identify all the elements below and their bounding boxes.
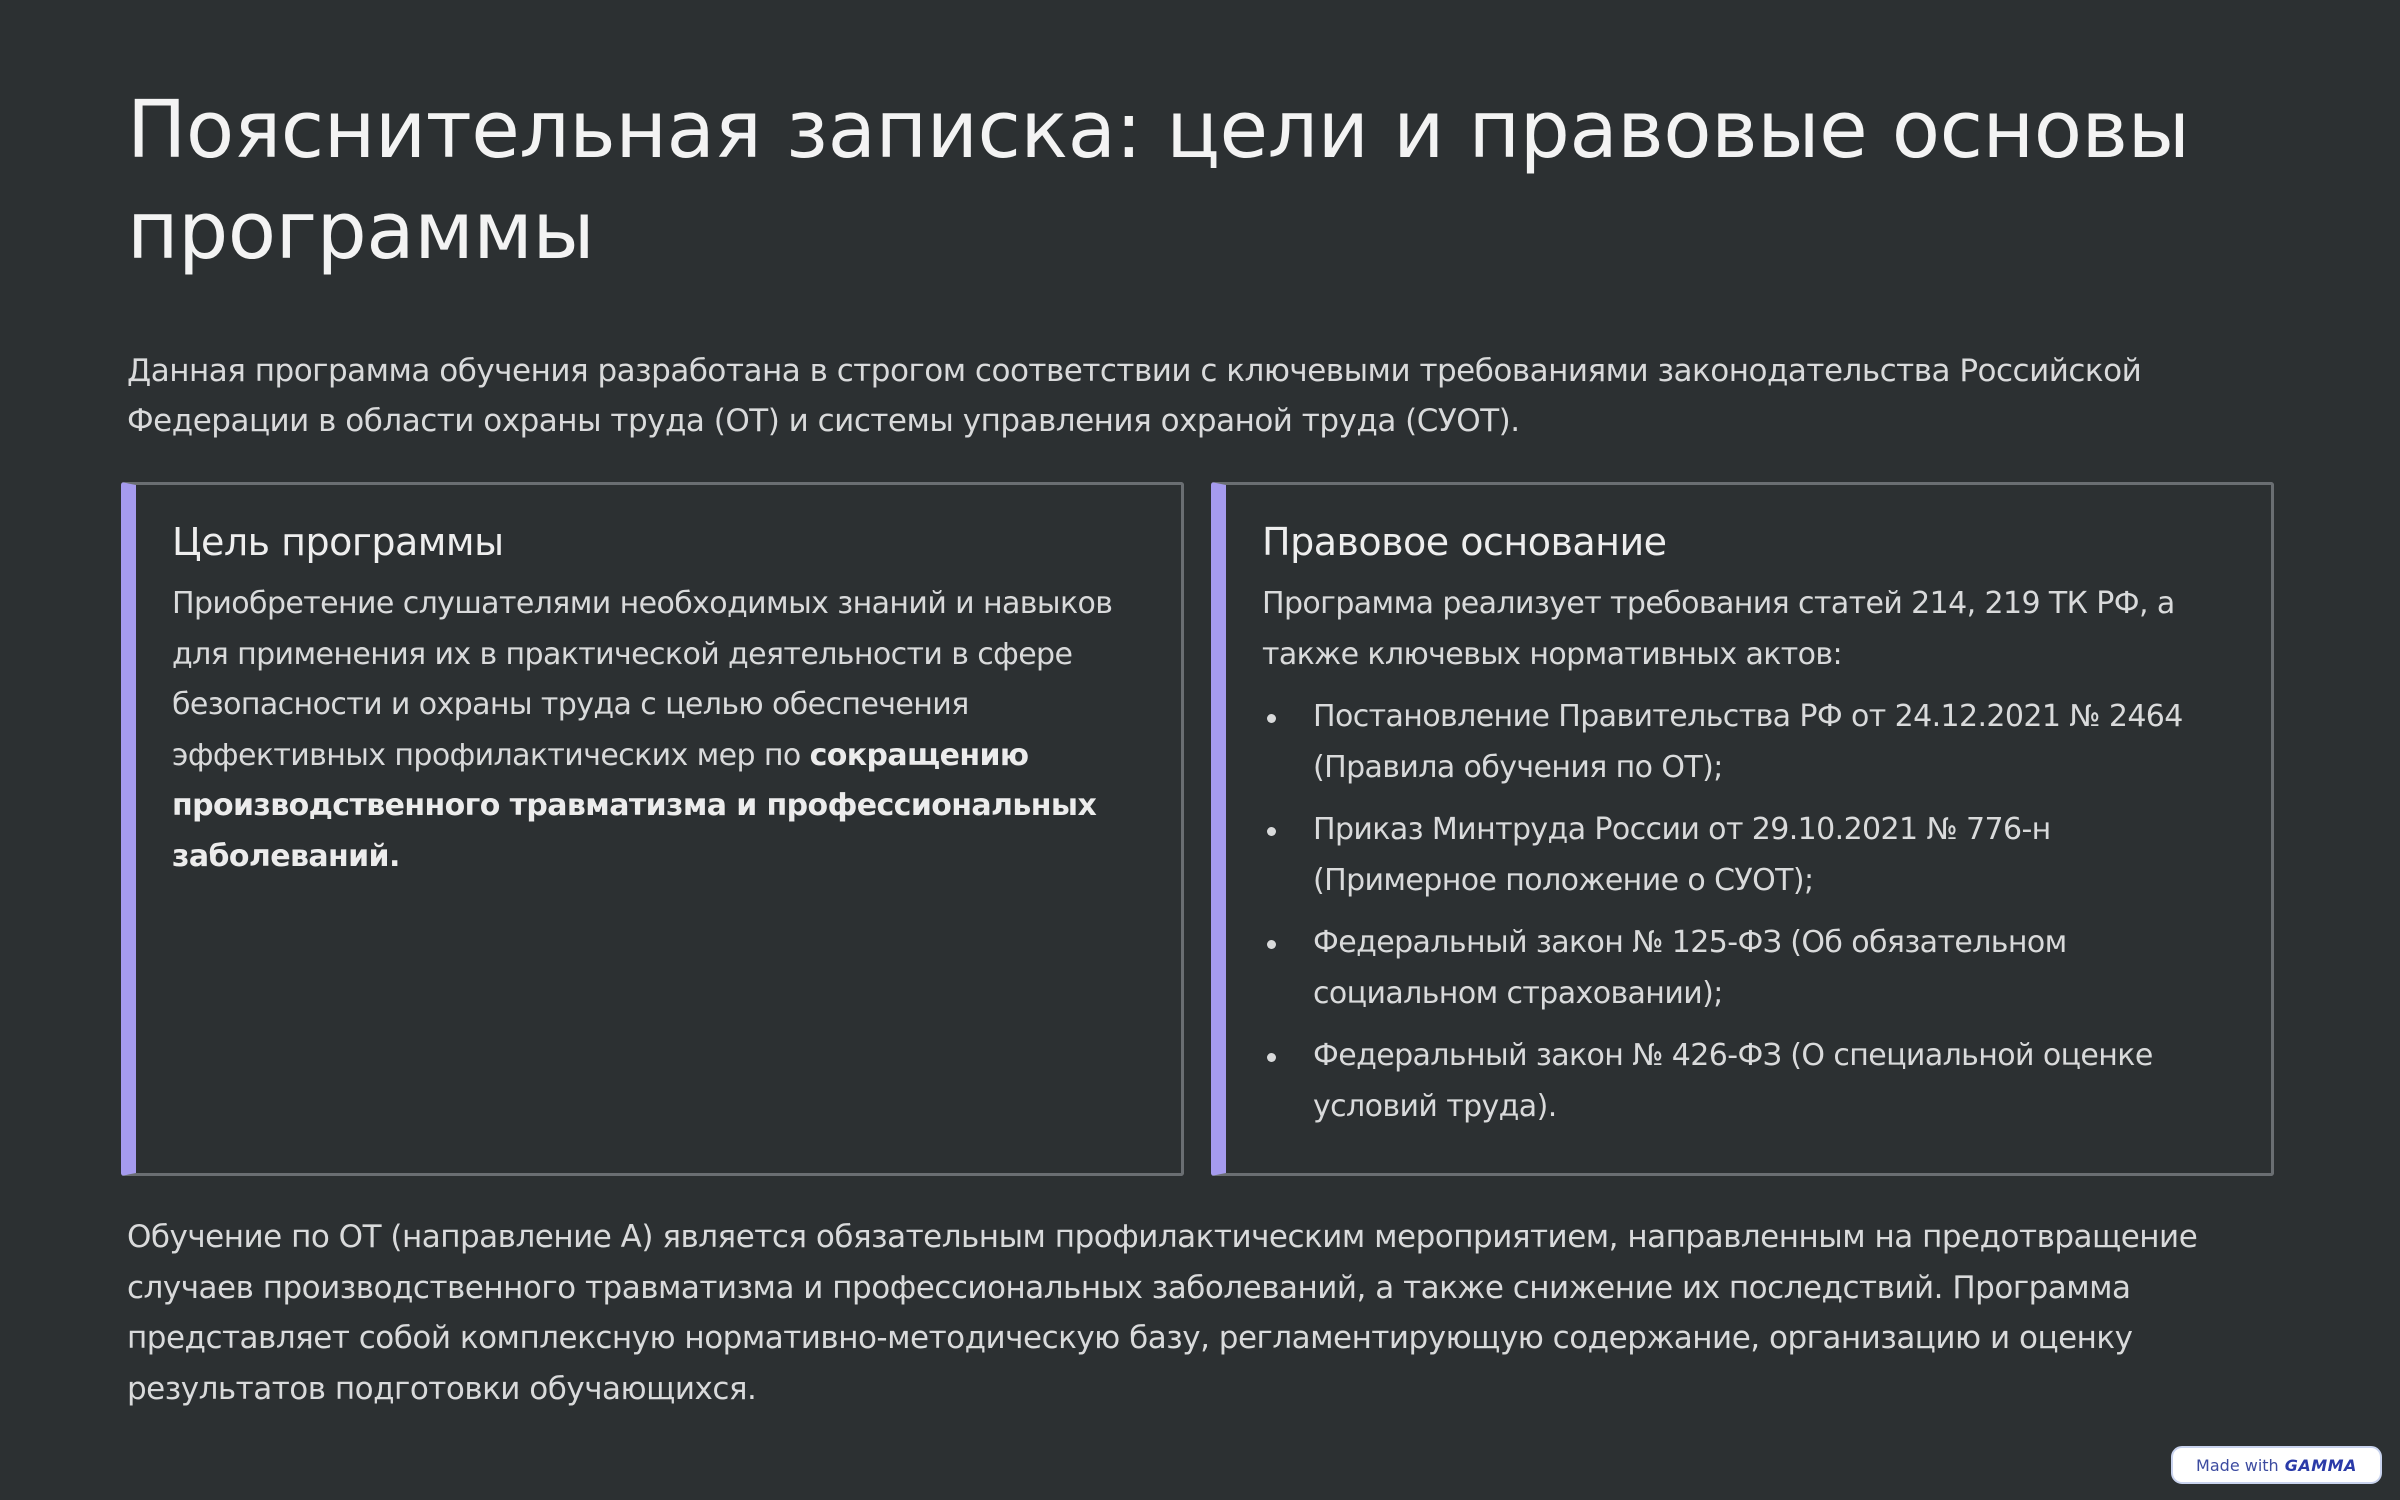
legal-acts-list	[1262, 692, 2235, 1132]
goal-card-text	[172, 579, 1145, 882]
goal-text-plain: Приобретение слушателями необходимых знаний и навыков для применения их в практической деятельности в сфере безопасности и охраны труда с целью обеспечения эффективных профилактических мер по	[172, 586, 1113, 773]
gamma-logo-text: GAMMA	[2284, 1455, 2357, 1475]
legal-act-item	[1262, 1031, 2235, 1132]
made-with-gamma-badge[interactable]	[2171, 1446, 2382, 1484]
legal-act-text: Федеральный закон № 426-ФЗ (О специальной оценке условий труда).	[1313, 1038, 2153, 1124]
bullet-icon	[1267, 714, 1276, 723]
page-title: Пояснительная записка: цели и правовые основы программы	[127, 84, 2190, 277]
legal-act-text: Федеральный закон № 125-ФЗ (Об обязательном социальном страховании);	[1313, 925, 2067, 1011]
legal-card-text: Программа реализует требования статей 214, 219 ТК РФ, а также ключевых нормативных актов:	[1262, 586, 2175, 672]
badge-prefix: Made with	[2196, 1455, 2279, 1475]
legal-act-text: Приказ Минтруда России от 29.10.2021 № 776-н (Примерное положение о СУОТ);	[1313, 812, 2051, 898]
bullet-icon	[1267, 1053, 1276, 1062]
goal-text-bold: сокращению производственного травматизма и профессиональных заболеваний.	[172, 737, 1097, 874]
legal-act-item	[1262, 805, 2235, 906]
legal-act-item	[1262, 692, 2235, 793]
bullet-icon	[1267, 940, 1276, 949]
legal-act-text: Постановление Правительства РФ от 24.12.2021 № 2464 (Правила обучения по ОТ);	[1313, 699, 2183, 785]
intro-paragraph: Данная программа обучения разработана в строгом соответствии с ключевыми требованиями законодательства Российской Федерации в области охраны труда (ОТ) и системы управления охраной труда (СУОТ).	[127, 353, 2142, 439]
goal-card-content	[172, 517, 1145, 882]
legal-card-content	[1262, 517, 2235, 1144]
goal-card-title: Цель программы	[172, 520, 504, 564]
goal-card	[121, 482, 1184, 1176]
legal-card-title: Правовое основание	[1262, 520, 1667, 564]
legal-basis-card	[1211, 482, 2274, 1176]
legal-act-item	[1262, 918, 2235, 1019]
bullet-icon	[1267, 827, 1276, 836]
outro-paragraph: Обучение по ОТ (направление А) является обязательным профилактическим мероприятием, направленным на предотвращение случаев производственного травматизма и профессиональных заболеваний, а также снижение их последствий. Программа представляет собой комплексную нормативно-методическую базу, регламентирующую содержание, организацию и оценку результатов подготовки обучающихся.	[127, 1219, 2198, 1407]
